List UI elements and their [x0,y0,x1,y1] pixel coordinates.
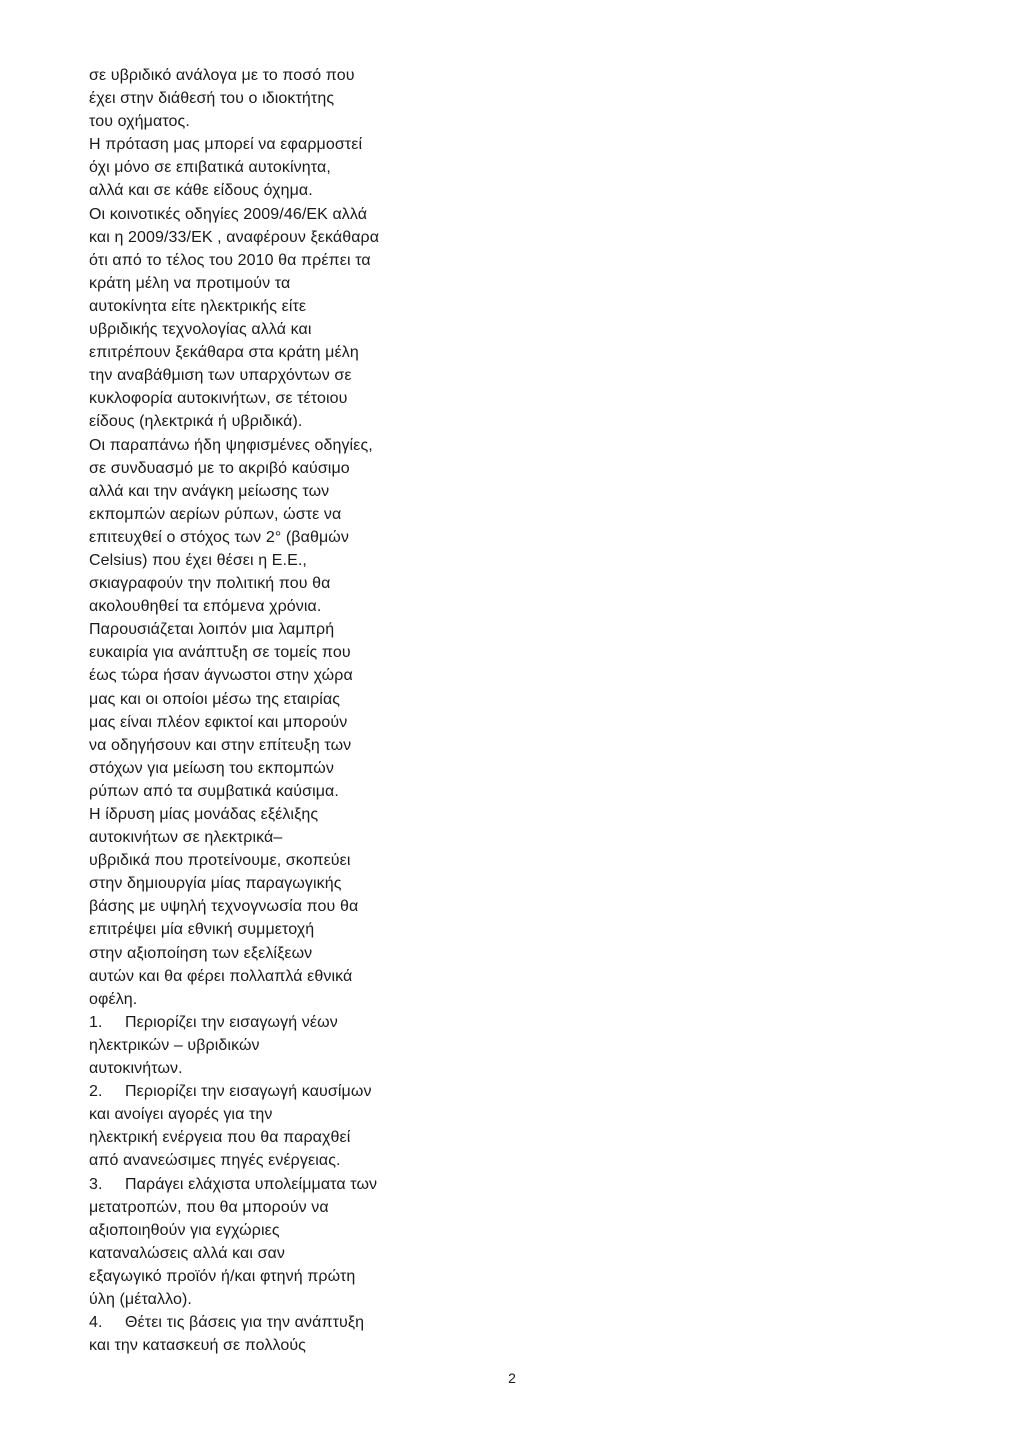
list-item [89,1011,429,1080]
text-line: και η 2009/33/ΕΚ , αναφέρουν ξεκάθαρα [89,228,380,246]
list-item-continuation: και την κατασκευή σε πολλούς [89,1337,306,1355]
list-item-first-line [89,1080,429,1103]
list-item-first-line [89,1311,429,1334]
text-line: αλλά και σε κάθε είδους όχημα. [89,182,313,200]
list-item-continuation: μετατροπών, που θα μπορούν να [89,1198,329,1216]
list-item-text: Περιορίζει την εισαγωγή καυσίμων [125,1083,372,1101]
text-line: σε συνδυασμό με το ακριβό καύσιμο [89,459,350,477]
list-item-number: 1. [89,1013,103,1031]
text-line: αυτών και θα φέρει πολλαπλά εθνικά [89,967,353,985]
text-line: είδους (ηλεκτρικά ή υβριδικά). [89,413,303,431]
page-number: 2 [508,1370,516,1386]
text-line: ρύπων από τα συμβατικά καύσιμα. [89,782,339,800]
text-line: στην αξιοποίηση των εξελίξεων [89,944,313,962]
text-line: σκιαγραφούν την πολιτική που θα [89,575,331,593]
text-line: μας και οι οποίοι μέσω της εταιρίας [89,690,341,708]
list-item-number: 3. [89,1175,103,1193]
text-line: σε υβριδικό ανάλογα με το ποσό που [89,67,355,84]
text-line: υβριδικής τεχνολογίας αλλά και [89,321,312,339]
text-column [89,64,429,1357]
text-line: Η πρόταση μας μπορεί να εφαρμοστεί [89,136,363,154]
list-item-continuation: αυτοκινήτων. [89,1060,183,1078]
list-item-continuation: ύλη (μέταλλο). [89,1290,192,1308]
text-line: Παρουσιάζεται λοιπόν μια λαμπρή [89,621,335,639]
text-line: εκπομπών αερίων ρύπων, ώστε να [89,505,342,523]
list-item-number: 4. [89,1314,103,1332]
text-line: οφέλη. [89,990,138,1008]
list-item-continuation: ηλεκτρική ενέργεια που θα παραχθεί [89,1129,351,1147]
list-item-continuation: ηλεκτρικών – υβριδικών [89,1036,260,1054]
text-line: υβριδικά που προτείνουμε, σκοπεύει [89,852,351,870]
text-line: ευκαιρία για ανάπτυξη σε τομείς που [89,644,351,662]
list-item-text: Θέτει τις βάσεις για την ανάπτυξη [125,1314,365,1332]
list-item-continuation: από ανανεώσιμες πηγές ενέργειας. [89,1152,341,1170]
body-text [89,64,429,1011]
text-line: ακολουθηθεί τα επόμενα χρόνια. [89,598,322,616]
text-line: Οι κοινοτικές οδηγίες 2009/46/ΕΚ αλλά [89,205,368,223]
text-line: όχι μόνο σε επιβατικά αυτοκίνητα, [89,159,331,177]
text-line: ότι από το τέλος του 2010 θα πρέπει τα [89,251,371,269]
text-line: επιτρέπουν ξεκάθαρα στα κράτη μέλη [89,344,359,362]
list-item-first-line [89,1173,429,1196]
text-line: του οχήματος. [89,113,190,131]
text-line: στόχων για μείωση του εκπομπών [89,759,334,777]
list-item-text: Παράγει ελάχιστα υπολείμματα των [125,1175,378,1193]
text-line: αλλά και την ανάγκη μείωσης των [89,482,330,500]
list-item-continuation: εξαγωγικό προϊόν ή/και φτηνή πρώτη [89,1267,356,1285]
text-line: την αναβάθμιση των υπαρχόντων σε [89,367,352,385]
list-item-number: 2. [89,1083,103,1101]
list-item-continuation: καταναλώσεις αλλά και σαν [89,1244,285,1262]
numbered-list [89,1011,429,1357]
text-line: αυτοκίνητα είτε ηλεκτρικής είτε [89,297,307,315]
list-item [89,1080,429,1172]
list-item-text: Περιορίζει την εισαγωγή νέων [125,1013,338,1031]
text-line: μας είναι πλέον εφικτοί και μπορούν [89,713,348,731]
text-line: επιτρέψει μία εθνική συμμετοχή [89,921,315,939]
text-line: κυκλοφορία αυτοκινήτων, σε τέτοιου [89,390,348,408]
list-item [89,1173,429,1312]
text-line: έως τώρα ήσαν άγνωστοι στην χώρα [89,667,353,685]
text-line: έχει στην διάθεσή του ο ιδιοκτήτης [89,90,335,108]
text-line: επιτευχθεί ο στόχος των 2° (βαθμών [89,528,349,546]
list-item [89,1311,429,1357]
list-item-first-line [89,1011,429,1034]
text-line: κράτη μέλη να προτιμούν τα [89,274,291,292]
list-item-continuation: αξιοποιηθούν για εγχώριες [89,1221,280,1239]
text-line: Η ίδρυση μίας μονάδας εξέλιξης [89,806,319,823]
list-item-continuation: και ανοίγει αγορές για την [89,1106,273,1124]
text-line: αυτοκινήτων σε ηλεκτρικά– [89,829,283,847]
text-line: στην δημιουργία μίας παραγωγικής [89,875,342,893]
text-line: Οι παραπάνω ήδη ψηφισμένες οδηγίες, [89,436,373,454]
text-line: να οδηγήσουν και στην επίτευξη των [89,736,352,754]
text-line: βάσης με υψηλή τεχνογνωσία που θα [89,898,359,916]
text-line: Celsius) που έχει θέσει η Ε.Ε., [89,551,307,569]
